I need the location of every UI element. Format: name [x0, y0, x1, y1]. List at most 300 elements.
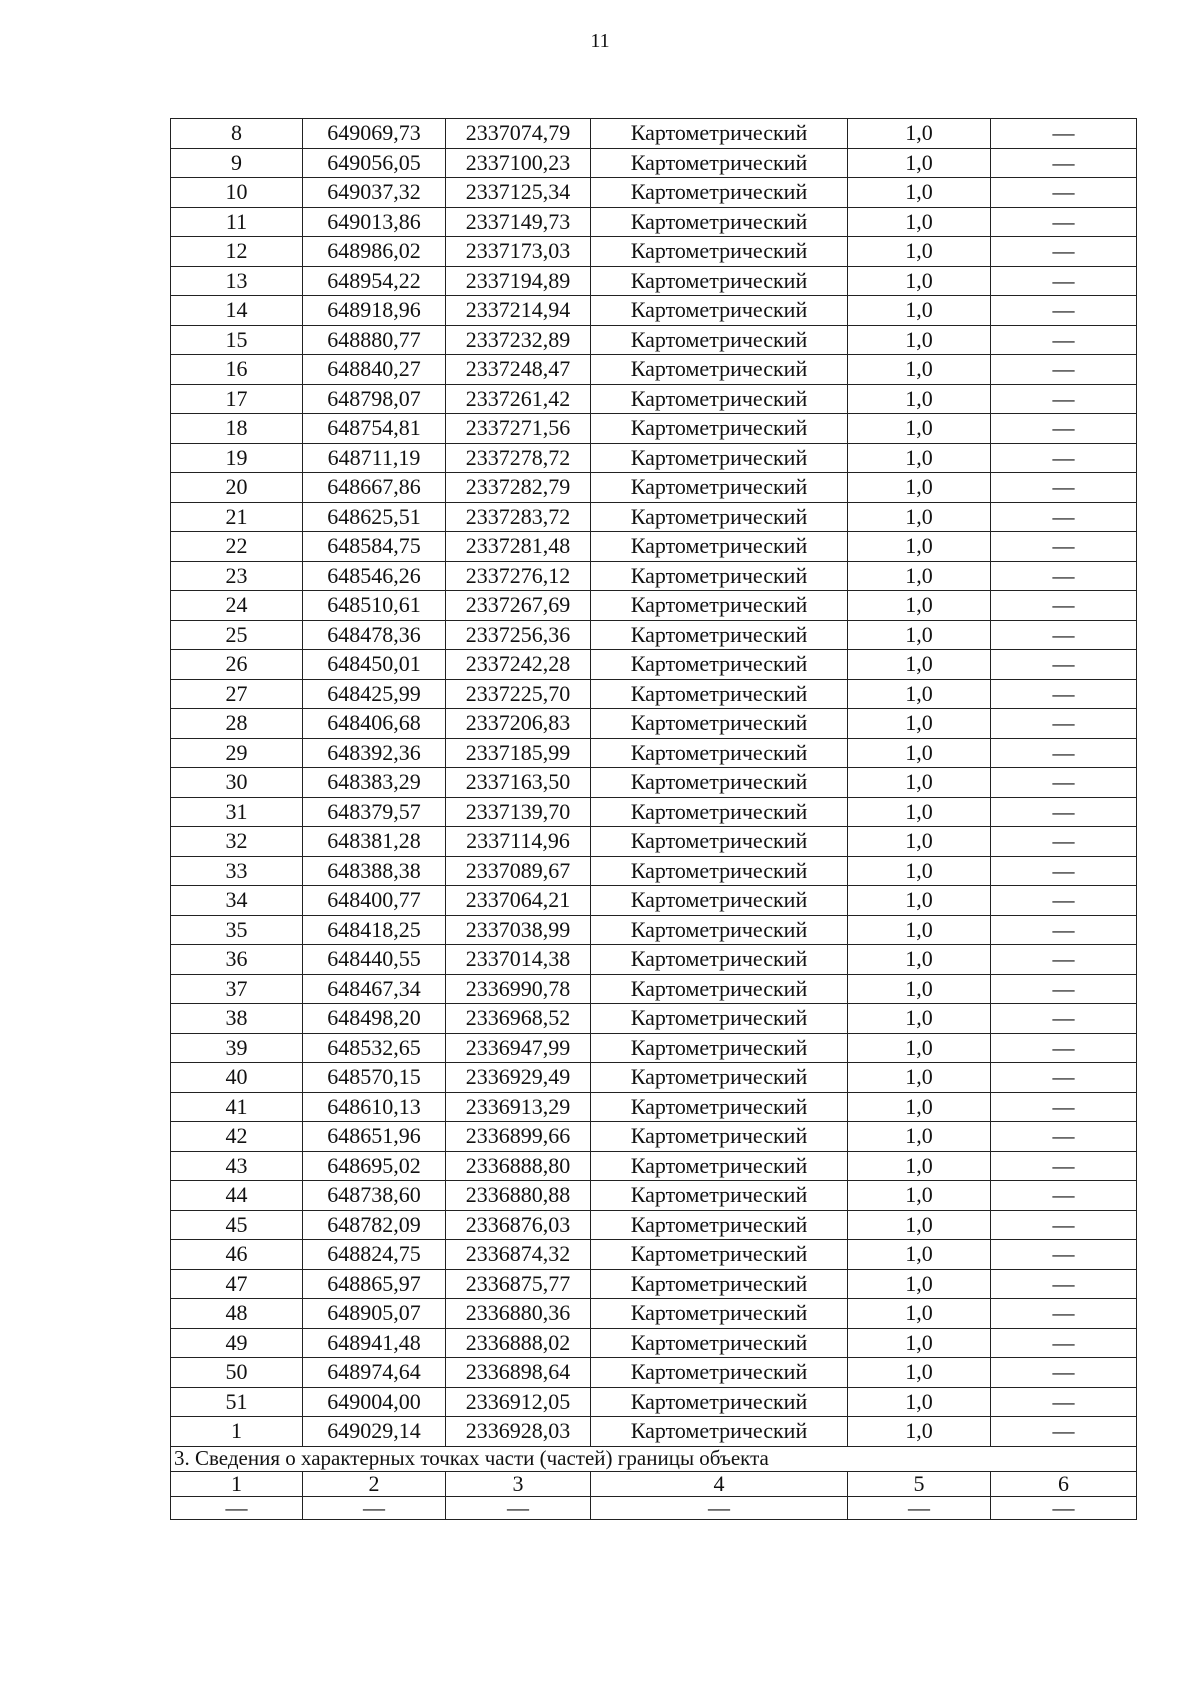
- note: —: [991, 355, 1137, 385]
- table-row: [171, 532, 1137, 562]
- method: Картометрический: [591, 148, 848, 178]
- page-number: 11: [590, 30, 610, 52]
- accuracy: 1,0: [848, 325, 991, 355]
- accuracy: 1,0: [848, 945, 991, 975]
- point-number: 15: [171, 325, 303, 355]
- empty-row: [171, 1496, 1137, 1519]
- point-number: 14: [171, 296, 303, 326]
- note: —: [991, 237, 1137, 267]
- point-number: 42: [171, 1122, 303, 1152]
- note: —: [991, 207, 1137, 237]
- coord-y: 2337278,72: [446, 443, 591, 473]
- accuracy: 1,0: [848, 414, 991, 444]
- accuracy: 1,0: [848, 1358, 991, 1388]
- coord-y: 2337256,36: [446, 620, 591, 650]
- accuracy: 1,0: [848, 1092, 991, 1122]
- table-row: [171, 561, 1137, 591]
- coord-x: 648711,19: [303, 443, 446, 473]
- coord-x: 648392,36: [303, 738, 446, 768]
- method: Картометрический: [591, 207, 848, 237]
- coord-x: 648880,77: [303, 325, 446, 355]
- note: —: [991, 384, 1137, 414]
- coord-x: 648840,27: [303, 355, 446, 385]
- method: Картометрический: [591, 561, 848, 591]
- note: —: [991, 1328, 1137, 1358]
- coord-y: 2337173,03: [446, 237, 591, 267]
- note: —: [991, 620, 1137, 650]
- accuracy: 1,0: [848, 207, 991, 237]
- point-number: 44: [171, 1181, 303, 1211]
- table-row: [171, 1092, 1137, 1122]
- point-number: 29: [171, 738, 303, 768]
- coord-y: 2337267,69: [446, 591, 591, 621]
- note: —: [991, 797, 1137, 827]
- table-row: [171, 178, 1137, 208]
- coord-y: 2337163,50: [446, 768, 591, 798]
- coord-x: 648865,97: [303, 1269, 446, 1299]
- table-row: [171, 1151, 1137, 1181]
- method: Картометрический: [591, 178, 848, 208]
- coord-y: 2337232,89: [446, 325, 591, 355]
- accuracy: 1,0: [848, 148, 991, 178]
- accuracy: 1,0: [848, 561, 991, 591]
- point-number: 47: [171, 1269, 303, 1299]
- table-row: [171, 148, 1137, 178]
- note: —: [991, 1181, 1137, 1211]
- empty-cell: —: [848, 1496, 991, 1519]
- table-row: [171, 1181, 1137, 1211]
- method: Картометрический: [591, 915, 848, 945]
- empty-cell: —: [591, 1496, 848, 1519]
- table-row: [171, 1299, 1137, 1329]
- note: —: [991, 1417, 1137, 1447]
- coord-y: 2337206,83: [446, 709, 591, 739]
- note: —: [991, 945, 1137, 975]
- point-number: 45: [171, 1210, 303, 1240]
- point-number: 13: [171, 266, 303, 296]
- point-number: 8: [171, 119, 303, 149]
- column-number: 2: [303, 1471, 446, 1496]
- accuracy: 1,0: [848, 797, 991, 827]
- method: Картометрический: [591, 679, 848, 709]
- note: —: [991, 1122, 1137, 1152]
- table-row: [171, 945, 1137, 975]
- coord-x: 648532,65: [303, 1033, 446, 1063]
- coord-x: 648400,77: [303, 886, 446, 916]
- accuracy: 1,0: [848, 856, 991, 886]
- accuracy: 1,0: [848, 1240, 991, 1270]
- accuracy: 1,0: [848, 650, 991, 680]
- method: Картометрический: [591, 591, 848, 621]
- note: —: [991, 473, 1137, 503]
- note: —: [991, 709, 1137, 739]
- point-number: 30: [171, 768, 303, 798]
- coord-y: 2337281,48: [446, 532, 591, 562]
- method: Картометрический: [591, 738, 848, 768]
- method: Картометрический: [591, 266, 848, 296]
- method: Картометрический: [591, 237, 848, 267]
- point-number: 18: [171, 414, 303, 444]
- method: Картометрический: [591, 1269, 848, 1299]
- method: Картометрический: [591, 532, 848, 562]
- table-row: [171, 856, 1137, 886]
- coord-y: 2337038,99: [446, 915, 591, 945]
- point-number: 46: [171, 1240, 303, 1270]
- coord-y: 2336929,49: [446, 1063, 591, 1093]
- coord-y: 2337089,67: [446, 856, 591, 886]
- coord-y: 2336928,03: [446, 1417, 591, 1447]
- coord-x: 648754,81: [303, 414, 446, 444]
- coord-y: 2337185,99: [446, 738, 591, 768]
- note: —: [991, 1210, 1137, 1240]
- coord-x: 648546,26: [303, 561, 446, 591]
- coord-x: 648954,22: [303, 266, 446, 296]
- coord-x: 648986,02: [303, 237, 446, 267]
- coord-x: 648379,57: [303, 797, 446, 827]
- point-number: 27: [171, 679, 303, 709]
- note: —: [991, 1299, 1137, 1329]
- table-row: [171, 679, 1137, 709]
- table-row: [171, 915, 1137, 945]
- point-number: 40: [171, 1063, 303, 1093]
- point-number: 20: [171, 473, 303, 503]
- note: —: [991, 148, 1137, 178]
- point-number: 17: [171, 384, 303, 414]
- coord-y: 2336874,32: [446, 1240, 591, 1270]
- table-row: [171, 1210, 1137, 1240]
- point-number: 12: [171, 237, 303, 267]
- method: Картометрический: [591, 1063, 848, 1093]
- accuracy: 1,0: [848, 119, 991, 149]
- table-row: [171, 1328, 1137, 1358]
- method: Картометрический: [591, 1033, 848, 1063]
- coord-x: 648667,86: [303, 473, 446, 503]
- accuracy: 1,0: [848, 532, 991, 562]
- point-number: 28: [171, 709, 303, 739]
- coord-x: 649013,86: [303, 207, 446, 237]
- method: Картометрический: [591, 945, 848, 975]
- point-number: 32: [171, 827, 303, 857]
- accuracy: 1,0: [848, 473, 991, 503]
- table-row: [171, 738, 1137, 768]
- coord-x: 648440,55: [303, 945, 446, 975]
- coord-y: 2336888,80: [446, 1151, 591, 1181]
- method: Картометрический: [591, 384, 848, 414]
- points-rows: [171, 119, 1137, 1447]
- table-row: [171, 119, 1137, 149]
- note: —: [991, 679, 1137, 709]
- coord-x: 648625,51: [303, 502, 446, 532]
- method: Картометрический: [591, 974, 848, 1004]
- accuracy: 1,0: [848, 1063, 991, 1093]
- coord-y: 2336912,05: [446, 1387, 591, 1417]
- coord-y: 2337139,70: [446, 797, 591, 827]
- coord-x: 648467,34: [303, 974, 446, 1004]
- table-row: [171, 1240, 1137, 1270]
- point-number: 11: [171, 207, 303, 237]
- method: Картометрический: [591, 502, 848, 532]
- table-row: [171, 1122, 1137, 1152]
- table-row: [171, 797, 1137, 827]
- method: Картометрический: [591, 1240, 848, 1270]
- coord-y: 2337125,34: [446, 178, 591, 208]
- column-number: 6: [991, 1471, 1137, 1496]
- table-row: [171, 473, 1137, 503]
- coord-x: 648782,09: [303, 1210, 446, 1240]
- method: Картометрический: [591, 797, 848, 827]
- point-number: 33: [171, 856, 303, 886]
- point-number: 26: [171, 650, 303, 680]
- coord-x: 648798,07: [303, 384, 446, 414]
- table-row: [171, 443, 1137, 473]
- accuracy: 1,0: [848, 1210, 991, 1240]
- method: Картометрический: [591, 650, 848, 680]
- note: —: [991, 296, 1137, 326]
- point-number: 39: [171, 1033, 303, 1063]
- table-row: [171, 384, 1137, 414]
- method: Картометрический: [591, 1122, 848, 1152]
- coord-y: 2336899,66: [446, 1122, 591, 1152]
- table-row: [171, 974, 1137, 1004]
- method: Картометрический: [591, 1328, 848, 1358]
- note: —: [991, 768, 1137, 798]
- note: —: [991, 1063, 1137, 1093]
- table-row: [171, 1063, 1137, 1093]
- accuracy: 1,0: [848, 502, 991, 532]
- point-number: 35: [171, 915, 303, 945]
- point-number: 22: [171, 532, 303, 562]
- coord-x: 648905,07: [303, 1299, 446, 1329]
- point-number: 51: [171, 1387, 303, 1417]
- point-number: 23: [171, 561, 303, 591]
- table-row: [171, 768, 1137, 798]
- coord-x: 649037,32: [303, 178, 446, 208]
- coord-y: 2337014,38: [446, 945, 591, 975]
- coord-y: 2337283,72: [446, 502, 591, 532]
- point-number: 38: [171, 1004, 303, 1034]
- method: Картометрический: [591, 827, 848, 857]
- method: Картометрический: [591, 1358, 848, 1388]
- method: Картометрический: [591, 325, 848, 355]
- method: Картометрический: [591, 768, 848, 798]
- method: Картометрический: [591, 355, 848, 385]
- coord-x: 648498,20: [303, 1004, 446, 1034]
- table-row: [171, 1417, 1137, 1447]
- table-row: [171, 325, 1137, 355]
- note: —: [991, 1269, 1137, 1299]
- accuracy: 1,0: [848, 1387, 991, 1417]
- column-number: 5: [848, 1471, 991, 1496]
- accuracy: 1,0: [848, 1299, 991, 1329]
- method: Картометрический: [591, 443, 848, 473]
- empty-cell: —: [991, 1496, 1137, 1519]
- coord-y: 2337282,79: [446, 473, 591, 503]
- table-row: [171, 1033, 1137, 1063]
- point-number: 25: [171, 620, 303, 650]
- coord-x: 648918,96: [303, 296, 446, 326]
- note: —: [991, 119, 1137, 149]
- table-row: [171, 414, 1137, 444]
- accuracy: 1,0: [848, 974, 991, 1004]
- point-number: 34: [171, 886, 303, 916]
- accuracy: 1,0: [848, 620, 991, 650]
- coord-y: 2337100,23: [446, 148, 591, 178]
- point-number: 21: [171, 502, 303, 532]
- method: Картометрический: [591, 473, 848, 503]
- column-number: 3: [446, 1471, 591, 1496]
- coord-y: 2337248,47: [446, 355, 591, 385]
- coord-y: 2336880,88: [446, 1181, 591, 1211]
- table-row: [171, 1269, 1137, 1299]
- section-3-title: 3. Сведения о характерных точках части (частей) границы объекта: [171, 1446, 1137, 1471]
- point-number: 37: [171, 974, 303, 1004]
- coord-y: 2336875,77: [446, 1269, 591, 1299]
- table-row: [171, 296, 1137, 326]
- coord-y: 2337074,79: [446, 119, 591, 149]
- point-number: 43: [171, 1151, 303, 1181]
- table-row: [171, 591, 1137, 621]
- coord-x: 648381,28: [303, 827, 446, 857]
- accuracy: 1,0: [848, 1417, 991, 1447]
- empty-cell: —: [171, 1496, 303, 1519]
- accuracy: 1,0: [848, 1033, 991, 1063]
- accuracy: 1,0: [848, 237, 991, 267]
- note: —: [991, 502, 1137, 532]
- note: —: [991, 591, 1137, 621]
- note: —: [991, 1358, 1137, 1388]
- empty-cell: —: [303, 1496, 446, 1519]
- note: —: [991, 266, 1137, 296]
- method: Картометрический: [591, 1004, 848, 1034]
- coord-x: 648610,13: [303, 1092, 446, 1122]
- method: Картометрический: [591, 620, 848, 650]
- coord-y: 2337214,94: [446, 296, 591, 326]
- note: —: [991, 856, 1137, 886]
- table-row: [171, 237, 1137, 267]
- point-number: 36: [171, 945, 303, 975]
- table-row: [171, 709, 1137, 739]
- note: —: [991, 532, 1137, 562]
- accuracy: 1,0: [848, 1269, 991, 1299]
- coord-y: 2336898,64: [446, 1358, 591, 1388]
- point-number: 1: [171, 1417, 303, 1447]
- accuracy: 1,0: [848, 827, 991, 857]
- accuracy: 1,0: [848, 591, 991, 621]
- method: Картометрический: [591, 1181, 848, 1211]
- coord-x: 648824,75: [303, 1240, 446, 1270]
- accuracy: 1,0: [848, 1151, 991, 1181]
- coord-x: 648974,64: [303, 1358, 446, 1388]
- table-row: [171, 650, 1137, 680]
- method: Картометрический: [591, 886, 848, 916]
- point-number: 9: [171, 148, 303, 178]
- accuracy: 1,0: [848, 886, 991, 916]
- accuracy: 1,0: [848, 266, 991, 296]
- note: —: [991, 1033, 1137, 1063]
- accuracy: 1,0: [848, 768, 991, 798]
- point-number: 10: [171, 178, 303, 208]
- accuracy: 1,0: [848, 679, 991, 709]
- column-numbers-row: [171, 1471, 1137, 1496]
- coord-y: 2336913,29: [446, 1092, 591, 1122]
- coord-y: 2337149,73: [446, 207, 591, 237]
- coord-x: 648406,68: [303, 709, 446, 739]
- method: Картометрический: [591, 1387, 848, 1417]
- coord-y: 2336947,99: [446, 1033, 591, 1063]
- note: —: [991, 443, 1137, 473]
- coord-x: 648383,29: [303, 768, 446, 798]
- point-number: 48: [171, 1299, 303, 1329]
- coord-y: 2337261,42: [446, 384, 591, 414]
- method: Картометрический: [591, 1417, 848, 1447]
- table-row: [171, 1004, 1137, 1034]
- coord-x: 648941,48: [303, 1328, 446, 1358]
- coord-y: 2337242,28: [446, 650, 591, 680]
- method: Картометрический: [591, 1151, 848, 1181]
- method: Картометрический: [591, 119, 848, 149]
- method: Картометрический: [591, 1210, 848, 1240]
- note: —: [991, 974, 1137, 1004]
- section-3: [171, 1446, 1137, 1519]
- coord-x: 648478,36: [303, 620, 446, 650]
- coord-x: 649069,73: [303, 119, 446, 149]
- note: —: [991, 650, 1137, 680]
- point-number: 31: [171, 797, 303, 827]
- method: Картометрический: [591, 1299, 848, 1329]
- coord-x: 648570,15: [303, 1063, 446, 1093]
- coord-x: 648651,96: [303, 1122, 446, 1152]
- column-number: 1: [171, 1471, 303, 1496]
- accuracy: 1,0: [848, 1328, 991, 1358]
- accuracy: 1,0: [848, 443, 991, 473]
- coord-x: 648450,01: [303, 650, 446, 680]
- coord-y: 2337194,89: [446, 266, 591, 296]
- coord-x: 648584,75: [303, 532, 446, 562]
- note: —: [991, 325, 1137, 355]
- coord-x: 649056,05: [303, 148, 446, 178]
- note: —: [991, 827, 1137, 857]
- table-row: [171, 1358, 1137, 1388]
- boundary-points-table: [170, 118, 1137, 1520]
- accuracy: 1,0: [848, 178, 991, 208]
- note: —: [991, 915, 1137, 945]
- coord-x: 649004,00: [303, 1387, 446, 1417]
- method: Картометрический: [591, 709, 848, 739]
- table-row: [171, 266, 1137, 296]
- accuracy: 1,0: [848, 738, 991, 768]
- table-row: [171, 1387, 1137, 1417]
- coord-x: 648738,60: [303, 1181, 446, 1211]
- method: Картометрический: [591, 856, 848, 886]
- coord-y: 2336876,03: [446, 1210, 591, 1240]
- accuracy: 1,0: [848, 1181, 991, 1211]
- table-row: [171, 886, 1137, 916]
- point-number: 16: [171, 355, 303, 385]
- table-row: [171, 207, 1137, 237]
- coord-y: 2337064,21: [446, 886, 591, 916]
- table-row: [171, 502, 1137, 532]
- coord-y: 2336990,78: [446, 974, 591, 1004]
- column-number: 4: [591, 1471, 848, 1496]
- coord-x: 648425,99: [303, 679, 446, 709]
- note: —: [991, 1004, 1137, 1034]
- accuracy: 1,0: [848, 915, 991, 945]
- note: —: [991, 178, 1137, 208]
- note: —: [991, 738, 1137, 768]
- coord-y: 2337271,56: [446, 414, 591, 444]
- coord-x: 648510,61: [303, 591, 446, 621]
- table-row: [171, 355, 1137, 385]
